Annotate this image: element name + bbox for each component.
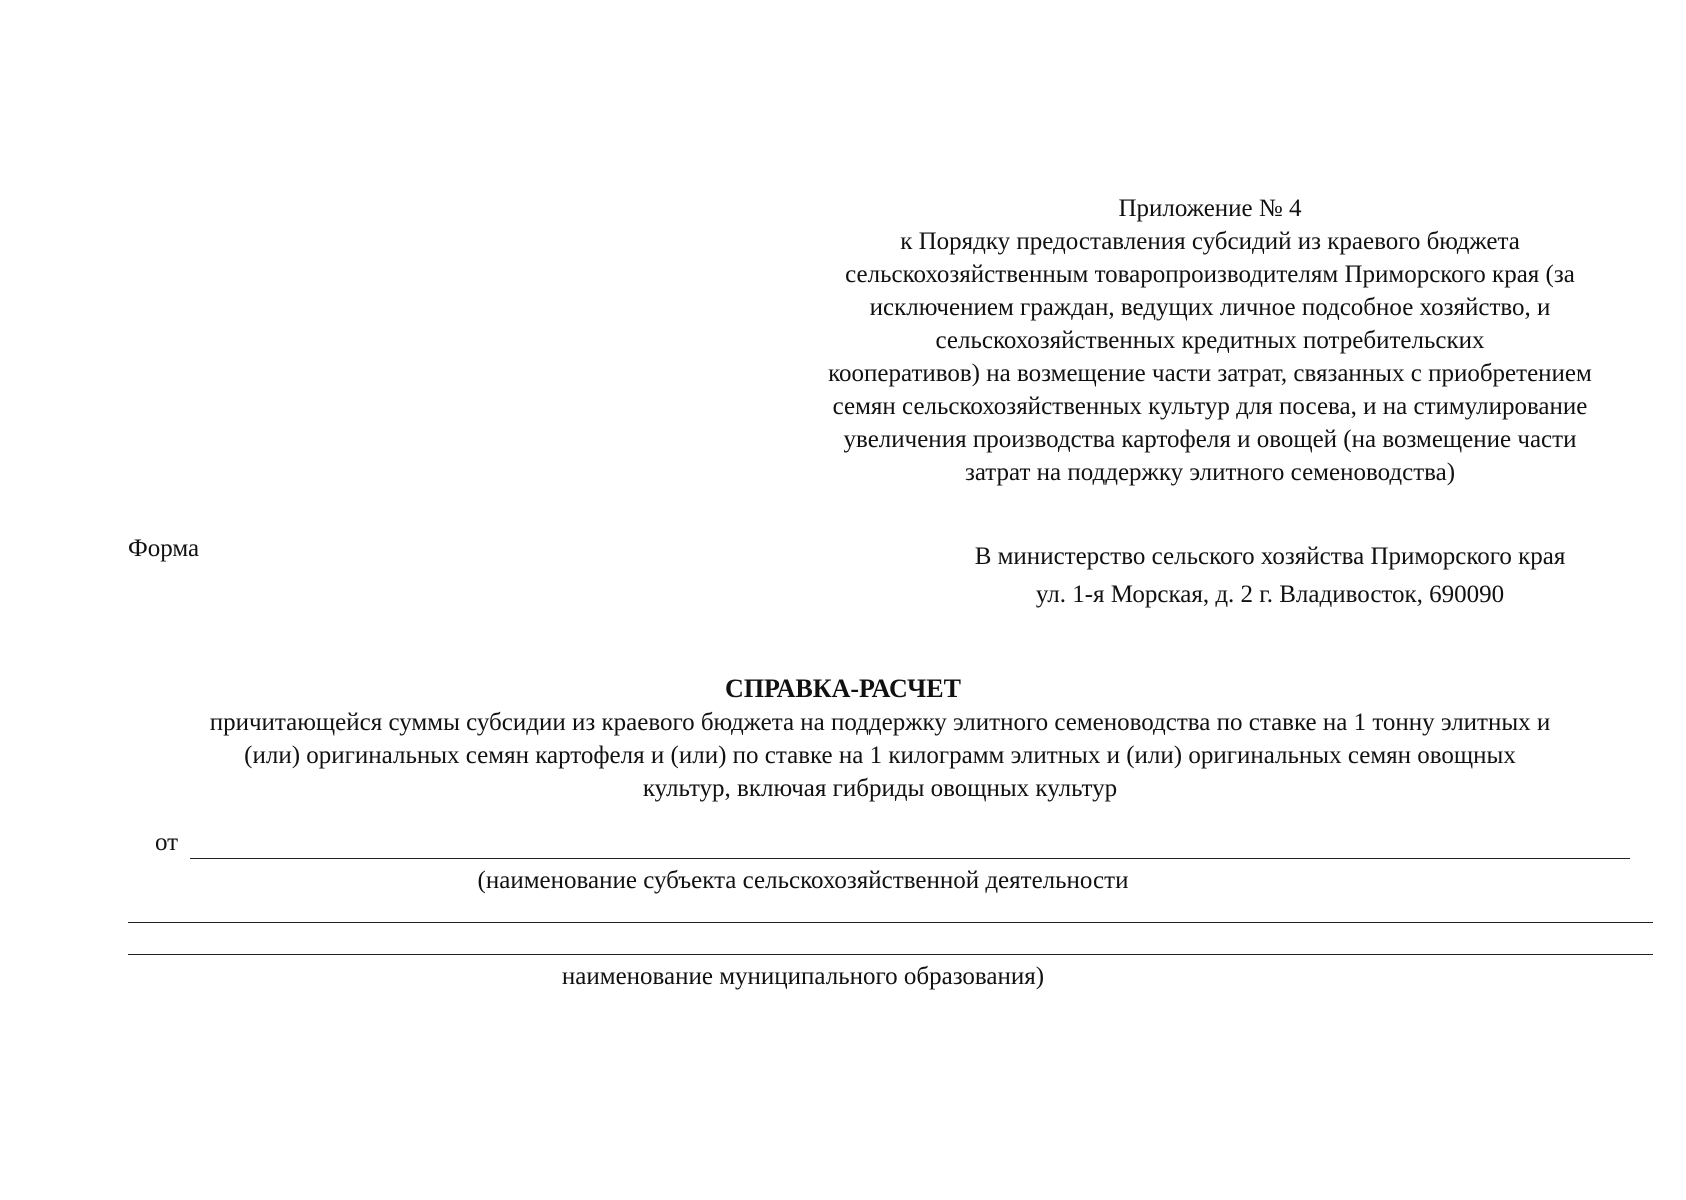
municipality-field-line[interactable] (128, 954, 1653, 955)
appendix-line: кооперативов) на возмещение части затрат, связанных с приобретением (828, 360, 1592, 387)
addressee-ministry: В министерство сельского хозяйства Приморского края (974, 543, 1566, 570)
document-subtitle (100, 706, 1660, 805)
subtitle-line: причитающейся суммы субсидии из краевого бюджета на поддержку элитного семеноводства по ставке на 1 тонну элитных и (209, 709, 1551, 736)
appendix-line: увеличения производства картофеля и овощей (на возмещение части (843, 426, 1577, 453)
entity-name-field-line[interactable] (190, 858, 1630, 859)
document-title: СПРАВКА-РАСЧЕТ (725, 674, 961, 703)
addressee-address: ул. 1-я Морская, д. 2 г. Владивосток, 690090 (1035, 581, 1505, 608)
appendix-header (760, 192, 1660, 489)
appendix-number: Приложение № 4 (1118, 195, 1302, 222)
subtitle-line: (или) оригинальных семян картофеля и (или) по ставке на 1 килограмм элитных и (или) оригинальных семян овощных (244, 742, 1516, 769)
from-label: от (155, 829, 179, 856)
subtitle-line: культур, включая гибриды овощных культур (642, 775, 1118, 802)
appendix-line: исключением граждан, ведущих личное подсобное хозяйство, и (869, 294, 1551, 321)
appendix-line: сельскохозяйственным товаропроизводителям Приморского края (за (845, 261, 1575, 288)
appendix-line: затрат на поддержку элитного семеноводства) (964, 459, 1456, 486)
entity-name-caption: (наименование субъекта сельскохозяйственной деятельности (477, 867, 1129, 894)
municipality-caption: наименование муниципального образования) (561, 963, 1045, 990)
forma-label: Форма (128, 535, 200, 562)
appendix-line: семян сельскохозяйственных культур для посева, и на стимулирование (832, 393, 1588, 420)
appendix-line: к Порядку предоставления субсидий из краевого бюджета (900, 228, 1520, 255)
addressee-block (860, 538, 1680, 614)
appendix-line: сельскохозяйственных кредитных потребительских (935, 327, 1485, 354)
entity-name-continuation-line[interactable] (128, 922, 1653, 923)
